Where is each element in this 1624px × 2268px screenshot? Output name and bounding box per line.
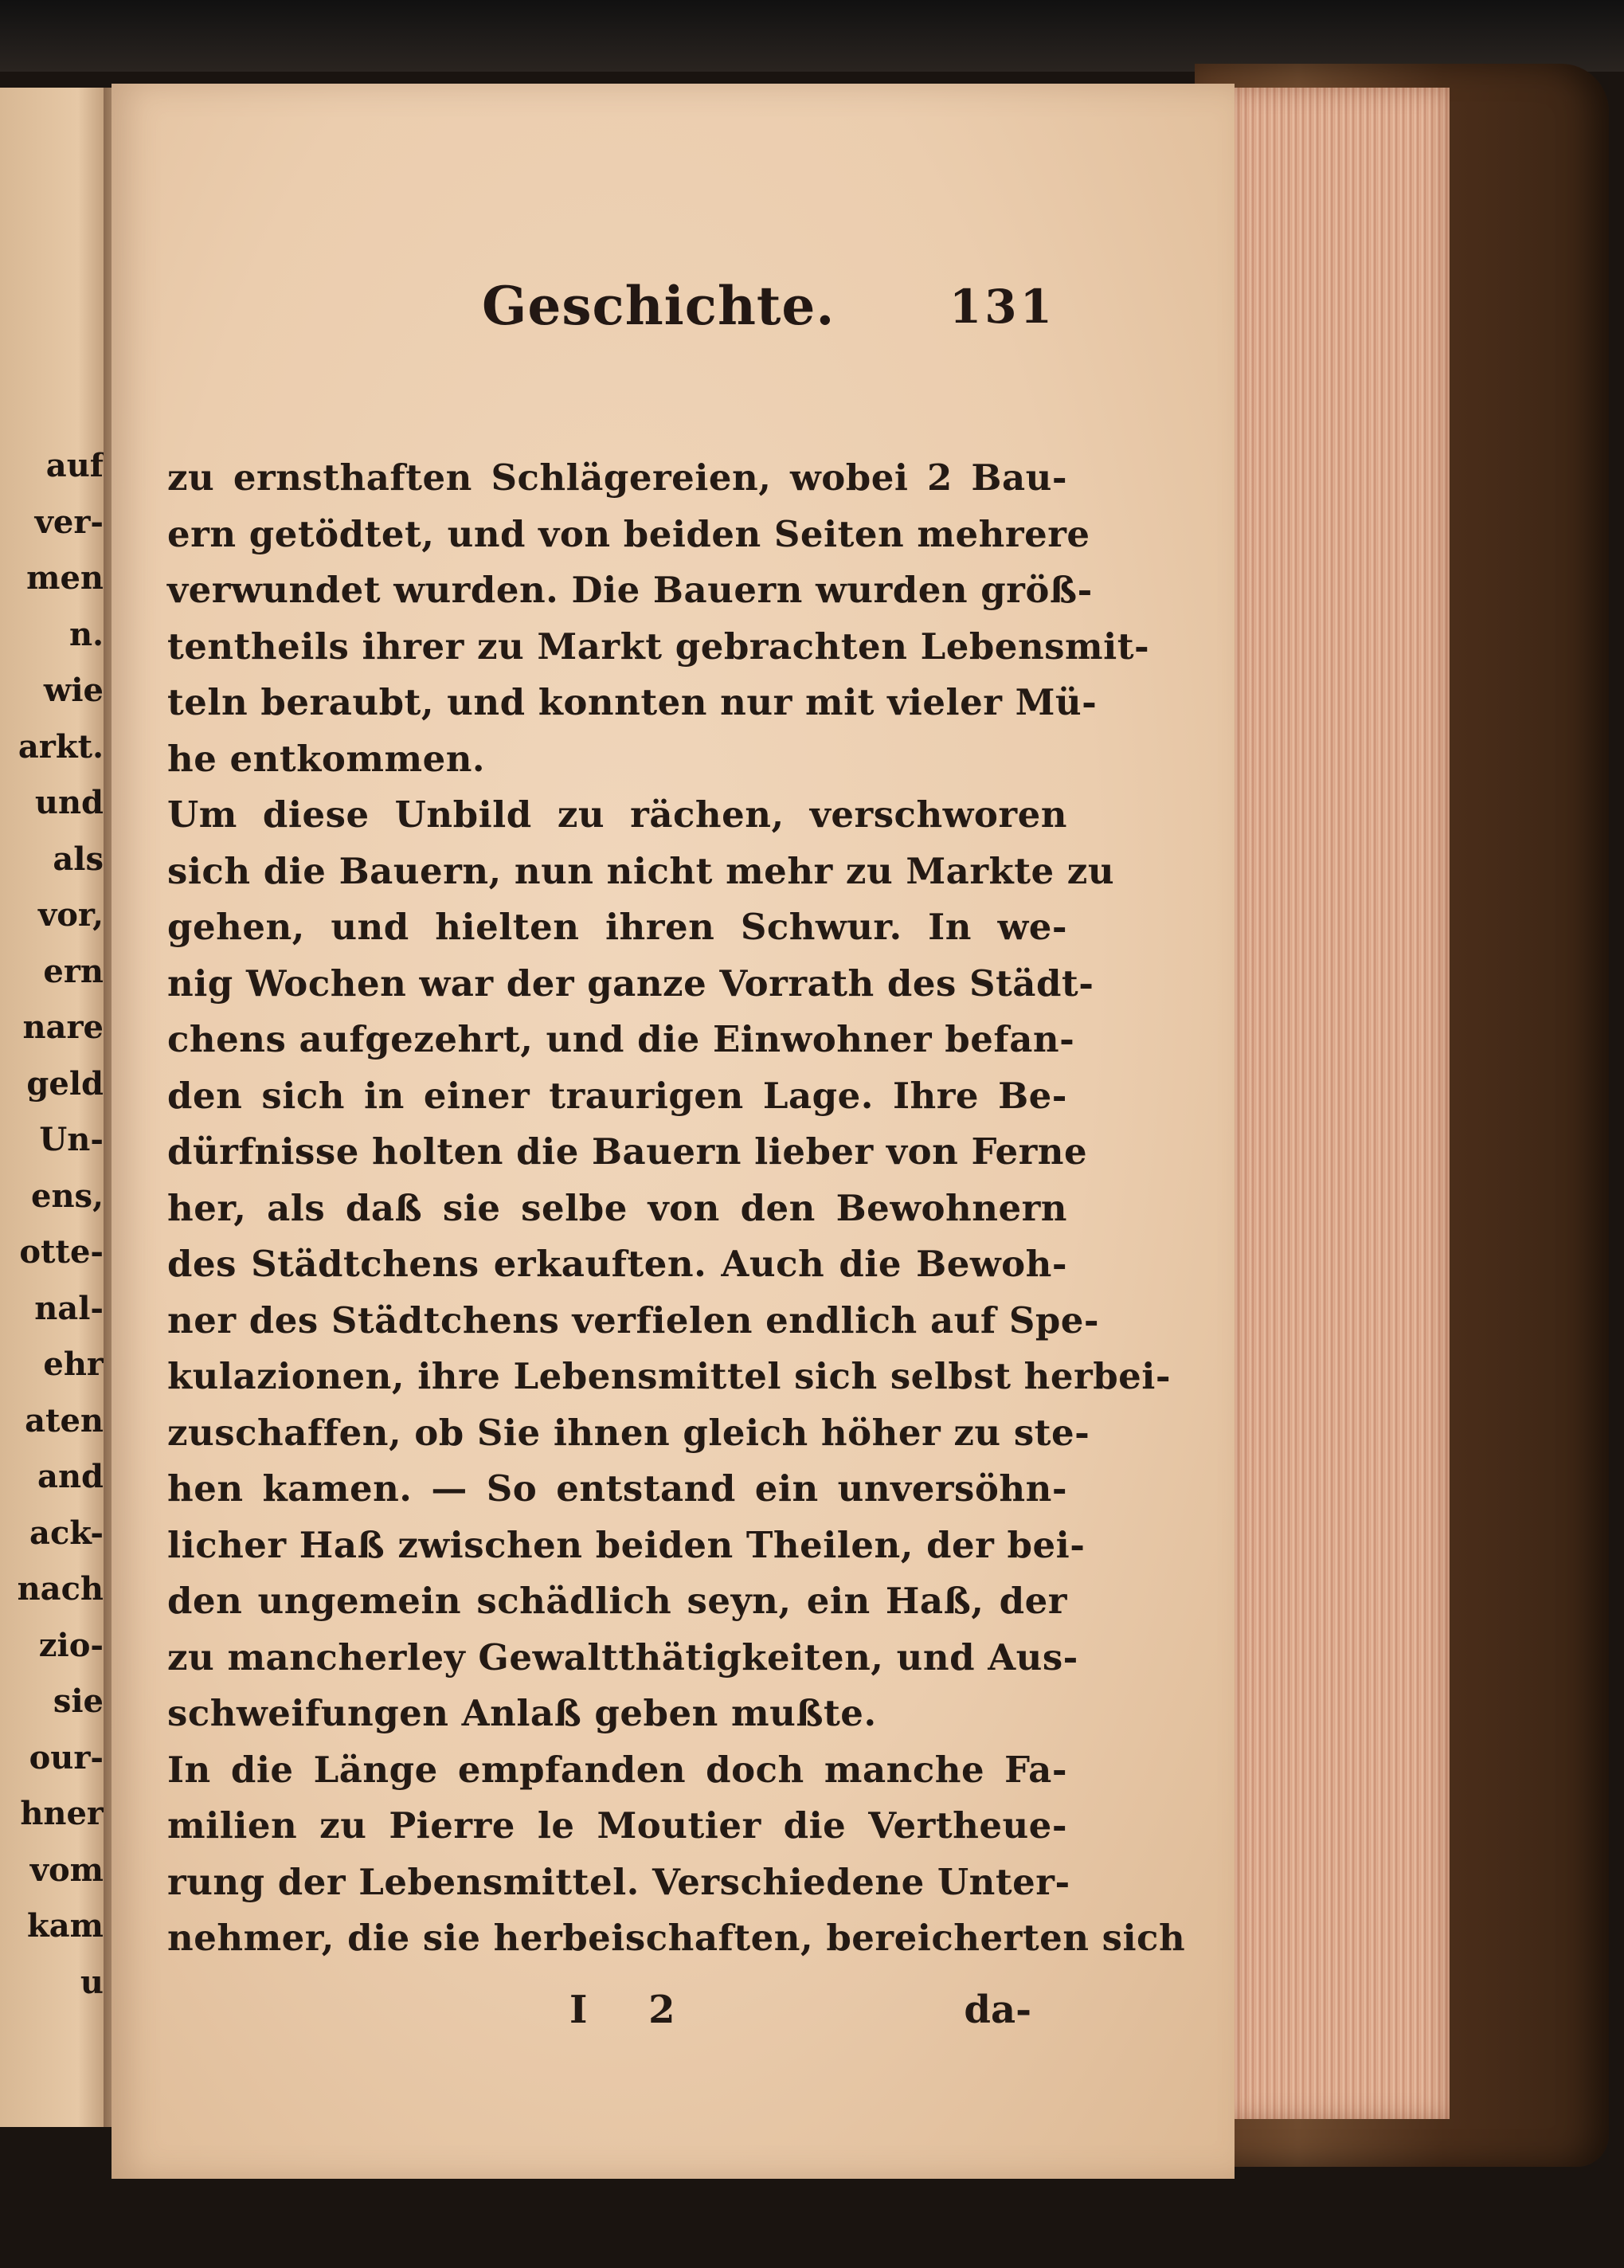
left-page-fragment: u: [80, 1963, 104, 2001]
left-page-fragment: hner: [20, 1795, 104, 1832]
left-page-fragment: nal-: [34, 1289, 104, 1327]
left-page-fragment: wie: [43, 672, 104, 709]
scan-background: [0, 0, 1624, 72]
left-page-fragment: vor,: [37, 896, 104, 934]
page-block-edge: [1227, 88, 1450, 2119]
left-page-fragment: ver-: [34, 503, 104, 541]
left-page-fragment: Un-: [39, 1121, 104, 1158]
text-line: sich die Bauern, nun nicht mehr zu Markte zu: [167, 849, 1115, 892]
text-line: gehen, und hielten ihren Schwur. In we-: [167, 906, 1067, 948]
left-page-fragment: ehr: [43, 1346, 104, 1383]
text-line: des Städtchens erkauften. Auch die Bewoh-: [167, 1243, 1067, 1285]
left-page-fragment: and: [37, 1458, 104, 1495]
running-head: [386, 275, 1071, 362]
left-page-fragment: aten: [25, 1401, 104, 1440]
left-page-fragment: kam: [27, 1907, 104, 1945]
text-line: Um diese Unbild zu rächen, verschworen: [167, 793, 1067, 836]
left-page-fragment: auf: [45, 447, 104, 484]
page-footer: [569, 1988, 1031, 2051]
text-line: den ungemein schädlich seyn, ein Haß, der: [167, 1580, 1067, 1622]
left-page: [0, 88, 112, 2127]
text-line: rung der Lebensmittel. Verschiedene Unter-: [167, 1860, 1070, 1903]
text-line: zu ernsthaften Schlägereien, wobei 2 Bau-: [167, 456, 1067, 499]
left-page-fragment: geld: [26, 1064, 104, 1103]
catchword: da-: [964, 1988, 1031, 2032]
left-page-fragment: sie: [53, 1682, 104, 1720]
left-page-fragment: nach: [17, 1570, 104, 1608]
left-page-text-fragments: [4, 438, 104, 2011]
text-line: ner des Städtchens verfielen endlich auf Spe-: [167, 1299, 1100, 1342]
left-page-fragment: n.: [68, 615, 104, 653]
left-page-fragment: ern: [43, 952, 104, 990]
text-line: chens aufgezehrt, und die Einwohner befan-: [167, 1018, 1075, 1060]
page-number: 131: [949, 280, 1055, 334]
left-page-fragment: zio-: [38, 1626, 104, 1664]
text-line: teln beraubt, und konnten nur mit vieler Mü-: [167, 681, 1098, 723]
text-line: licher Haß zwischen beiden Theilen, der bei-: [167, 1523, 1086, 1566]
text-line: den sich in einer traurigen Lage. Ihre Be-: [167, 1074, 1067, 1117]
page-title: Geschichte.: [482, 275, 835, 337]
text-line: kulazionen, ihre Lebensmittel sich selbst herbei-: [167, 1355, 1172, 1397]
left-page-fragment: our-: [29, 1738, 104, 1776]
left-page-fragment: ack-: [29, 1514, 104, 1552]
text-line: zuschaffen, ob Sie ihnen gleich höher zu ste-: [167, 1411, 1090, 1454]
text-line: ern getödtet, und von beiden Seiten mehrere: [167, 512, 1090, 555]
text-line: milien zu Pierre le Moutier die Vertheue-: [167, 1804, 1067, 1847]
left-page-fragment: arkt.: [18, 727, 104, 766]
text-line: dürfnisse holten die Bauern lieber von Ferne: [167, 1130, 1088, 1173]
text-line: hen kamen. — So entstand ein unversöhn-: [167, 1467, 1067, 1510]
text-line: he entkommen.: [167, 737, 486, 780]
left-page-fragment: nare: [22, 1009, 104, 1046]
left-page-fragment: men: [26, 559, 104, 597]
text-line: verwundet wurden. Die Bauern wurden größ-: [167, 569, 1093, 611]
body-text: [167, 450, 1186, 1967]
text-line: schweifungen Anlaß geben mußte.: [167, 1692, 877, 1734]
left-page-fragment: ens,: [31, 1177, 104, 1215]
left-page-fragment: und: [34, 784, 104, 821]
left-page-fragment: als: [53, 840, 104, 878]
signature-mark: I 2: [569, 1988, 699, 2032]
text-line: nig Wochen war der ganze Vorrath des Städt-: [167, 962, 1094, 1005]
text-line: nehmer, die sie herbeischaften, bereicherten sich: [167, 1917, 1186, 1959]
left-page-fragment: otte-: [19, 1233, 104, 1271]
text-line: tentheils ihrer zu Markt gebrachten Lebensmit-: [167, 625, 1150, 668]
left-page-fragment: vom: [29, 1851, 104, 1889]
text-line: zu mancherley Gewaltthätigkeiten, und Aus-: [167, 1635, 1078, 1678]
text-line: her, als daß sie selbe von den Bewohnern: [167, 1186, 1067, 1229]
text-line: In die Länge empfanden doch manche Fa-: [167, 1748, 1067, 1791]
